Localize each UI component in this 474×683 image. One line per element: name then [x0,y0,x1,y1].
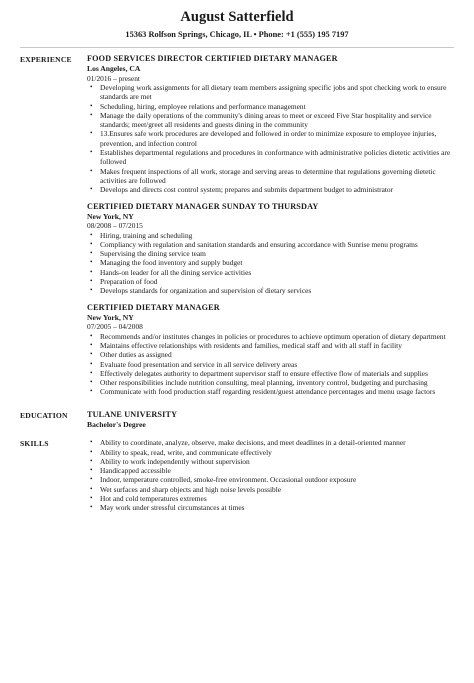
job-bullets [87,231,454,296]
bullet-icon: • [90,249,93,258]
list-item: • Evaluate food presentation and service in all service delivery areas [90,359,298,369]
bullet-icon: • [90,185,93,194]
bullet-icon: • [90,331,93,340]
job-title: CERTIFIED DIETARY MANAGER SUNDAY TO THURSDAY [87,201,319,211]
bullet-icon: • [90,475,93,484]
bullet-icon: • [90,110,93,119]
list-item: • Scheduling, hiring, employee relations and performance management [90,101,306,111]
job-title: CERTIFIED DIETARY MANAGER [87,302,220,312]
job-title: FOOD SERVICES DIRECTOR CERTIFIED DIETARY MANAGER [87,54,338,63]
bullet-icon: • [90,503,93,512]
bullet-icon: • [90,359,93,368]
job-dates: 07/2005 – 04/2008 [87,322,143,332]
list-item: • Hands-on leader for all the dining service activities [90,267,252,277]
bullet-icon: • [90,494,93,502]
job-location: New York, NY [87,211,134,221]
bullet-icon: • [90,148,93,157]
job-entry [87,202,454,296]
header-divider [20,47,454,48]
job-entry [87,54,454,195]
bullet-icon: • [90,387,93,396]
bullet-icon: • [90,340,93,349]
list-item: • Manage the daily operations of the community's dining areas to meet or exceed Five Star hospitality and service standards; meet/greet all residents and guests dining in the community [90,110,432,130]
bullet-icon: • [90,129,93,138]
education-body [87,410,454,430]
bullet-icon: • [90,267,93,276]
bullet-icon: • [90,277,93,286]
bullet-icon: • [90,166,93,175]
skills-section [20,438,454,512]
bullet-icon: • [90,350,93,359]
bullet-icon: • [90,230,93,239]
education-label: EDUCATION [20,410,68,420]
resume-header [20,0,454,40]
skills-label: SKILLS [20,439,49,449]
list-item: • Ability to coordinate, analyze, observe, make decisions, and meet deadlines in a detail-oriented manner [90,438,406,448]
job-location: Los Angeles, CA [87,64,141,73]
list-item: • Recommends and/or institutes changes in policies or procedures to achieve optimum operation of dietary department [90,331,446,341]
list-item: • Hot and cold temperatures extremes [90,494,207,503]
experience-label: EXPERIENCE [20,55,72,64]
list-item: • Other duties as assigned [90,350,172,360]
list-item: • Indoor, temperature controlled, smoke-free environment. Occasional outdoor exposure [90,475,357,485]
list-item: • Ability to work independently without supervision [90,456,250,466]
list-item: • May work under stressful circumstances at times [90,503,245,513]
list-item: • Makes frequent inspections of all work, storage and serving areas to determine that regulations governing dietetic activities are followed [90,166,436,185]
list-item: • Supervising the dining service team [90,249,206,259]
list-item: • Effectively delegates authority to department supervisor staff to ensure effective flow of materials and supplies [90,368,428,378]
bullet-icon: • [90,258,93,267]
bullet-icon: • [90,286,93,295]
school-name: TULANE UNIVERSITY [87,409,178,419]
education-section [20,410,454,430]
list-item: • Other responsibilities include nutrition consulting, meal planning, inventory control, budgeting and purchasing [90,378,428,388]
job-bullets [87,332,454,397]
list-item: • 13.Ensures safe work procedures are developed and followed in order to minimize exposure to employee injuries, prevention, and infection control [90,129,437,148]
bullet-icon: • [90,83,93,91]
bullet-icon: • [90,239,93,248]
list-item: • Develops and directs cost control system; prepares and submits department budget to administrator [90,185,394,195]
bullet-icon: • [90,438,93,447]
skills-body [87,438,454,512]
list-item: • Hiring, training and scheduling [90,230,193,240]
job-entry [87,303,454,397]
experience-body [87,54,454,404]
bullet-icon: • [90,456,93,465]
list-item: • Managing the food inventory and supply budget [90,258,243,268]
bullet-icon: • [90,466,93,475]
list-item: • Handicapped accessible [90,466,171,476]
list-item: • Communicate with food production staff regarding resident/guest attendance percentages and menu usage factors [90,387,436,397]
list-item: • Establishes departmental regulations and procedures in conformance with administrative policies dietetic activities are followed [90,148,451,167]
list-item: • Develops standards for organization and supervision of dietary services [90,286,312,296]
skills-list [87,438,454,512]
job-location: New York, NY [87,312,134,322]
candidate-name: August Satterfield [180,9,294,25]
job-bullets [87,83,454,195]
list-item: • Maintains effective relationships with residents and families, medical staff and with all staff in facility [90,340,402,350]
list-item: • Preparation of food [90,277,158,287]
degree: Bachelor's Degree [87,419,146,429]
bullet-icon: • [90,368,93,377]
list-item: • Compliancy with regulation and sanitation standards and ensuring accordance with Sunrise menu programs [90,239,418,249]
bullet-icon: • [90,101,93,110]
job-dates: 01/2016 – present [87,73,140,83]
list-item: • Ability to speak, read, write, and communicate effectively [90,447,272,457]
contact-line: 15363 Rolfson Springs, Chicago, IL • Phone: +1 (555) 195 7197 [125,30,349,39]
bullet-icon: • [90,484,93,493]
experience-section [20,54,454,404]
bullet-icon: • [90,378,93,387]
list-item: • Wet surfaces and sharp objects and high noise levels possible [90,484,282,494]
list-item: • Developing work assignments for all dietary team members assigning specific jobs and spot checking work to ensure standards are met [90,83,447,102]
bullet-icon: • [90,447,93,456]
job-dates: 08/2008 – 07/2015 [87,221,143,231]
